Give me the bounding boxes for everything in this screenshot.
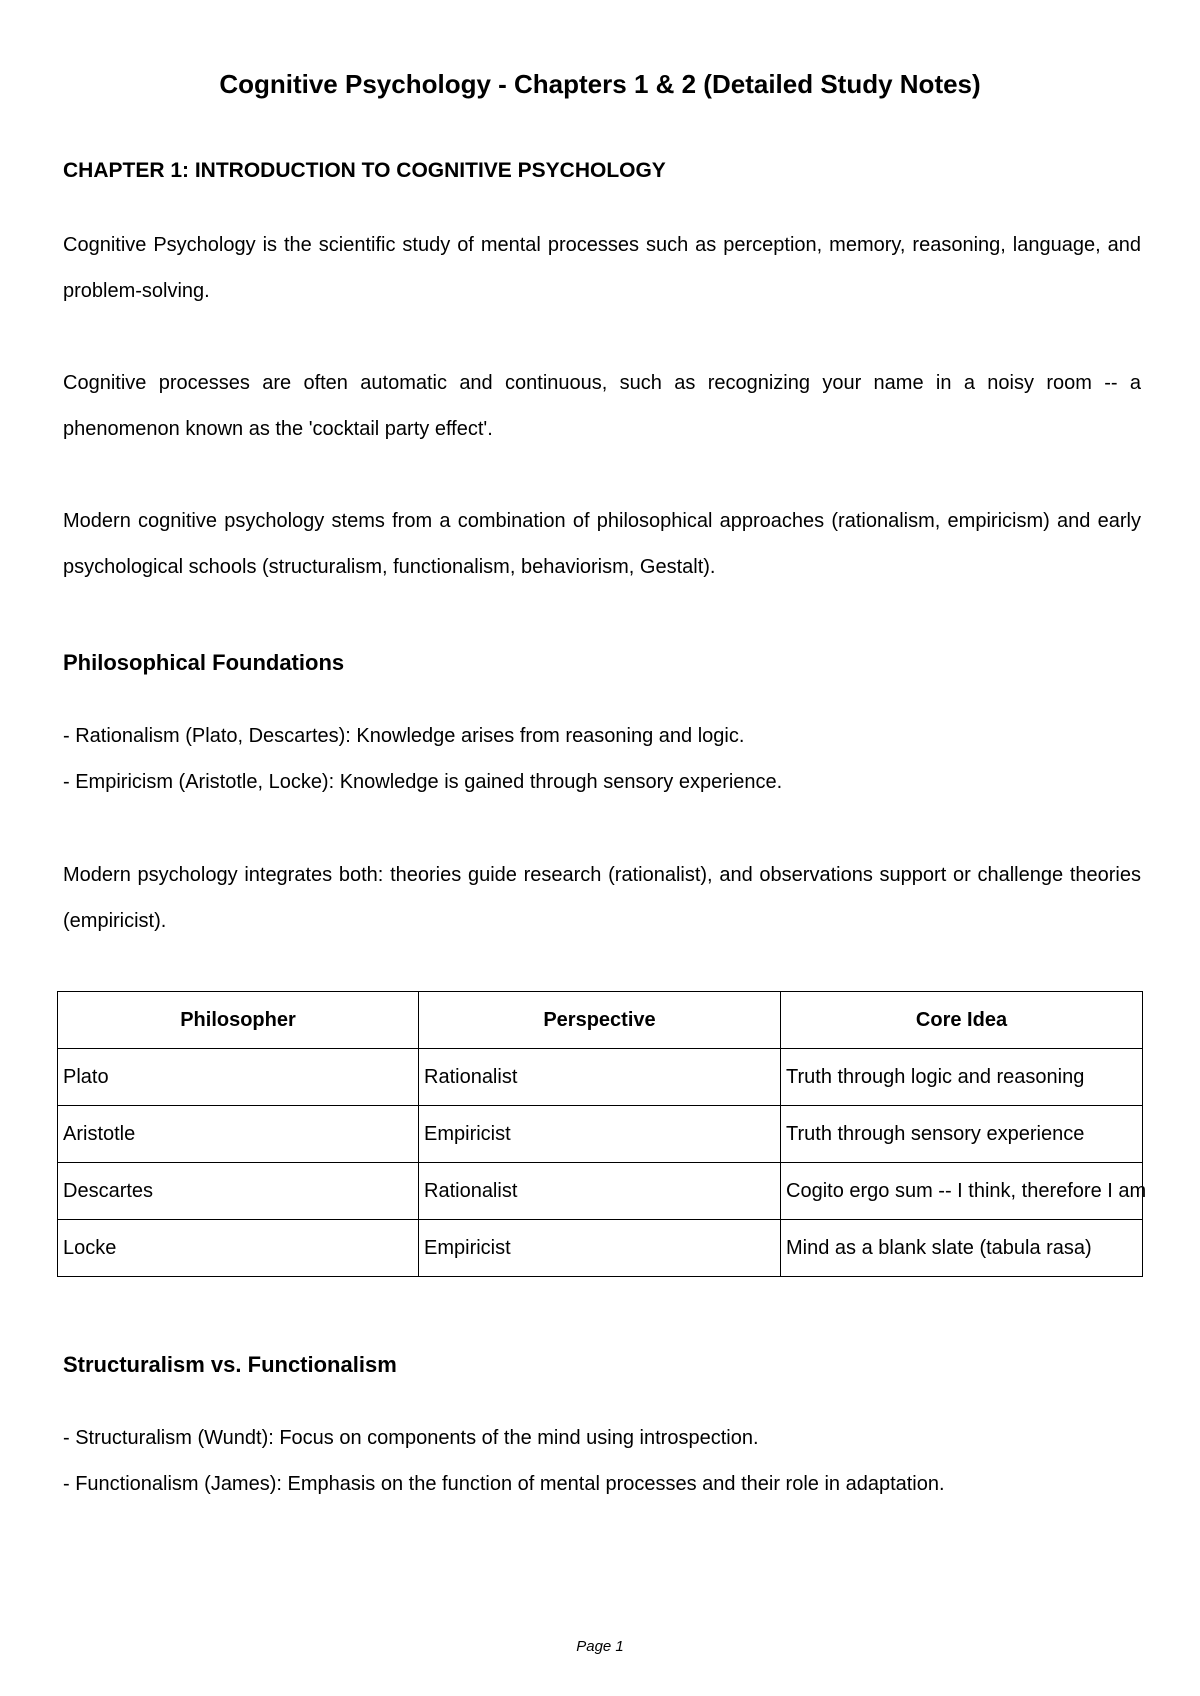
table-cell: Plato (58, 1049, 419, 1106)
table-row (58, 1163, 1143, 1220)
table-header-perspective: Perspective (419, 992, 781, 1049)
bullet-functionalism: - Functionalism (James): Emphasis on the function of mental processes and their role in adaptation. (63, 1473, 945, 1495)
origins-paragraph: Modern cognitive psychology stems from a combination of philosophical approaches (rationalism, empiricism) and early psychological schools (structuralism, functionalism, behaviorism, Gestalt). (63, 510, 1141, 578)
document-title: Cognitive Psychology - Chapters 1 & 2 (Detailed Study Notes) (219, 69, 981, 99)
table-row (58, 1049, 1143, 1106)
table-cell: Empiricist (419, 1106, 781, 1163)
table-cell: Mind as a blank slate (tabula rasa) (781, 1220, 1143, 1277)
section-heading-structuralism: Structuralism vs. Functionalism (63, 1352, 397, 1377)
table-header-philosopher: Philosopher (58, 992, 419, 1049)
table-cell: Aristotle (58, 1106, 419, 1163)
table-row (58, 1220, 1143, 1277)
bullet-structuralism: - Structuralism (Wundt): Focus on components of the mind using introspection. (63, 1427, 759, 1449)
table-cell: Locke (58, 1220, 419, 1277)
bullet-empiricism: - Empiricism (Aristotle, Locke): Knowledge is gained through sensory experience. (63, 771, 783, 793)
chapter-heading: CHAPTER 1: INTRODUCTION TO COGNITIVE PSYCHOLOGY (63, 159, 666, 182)
table-cell: Truth through logic and reasoning (781, 1049, 1143, 1106)
table-row (58, 1106, 1143, 1163)
intro-paragraph: Cognitive Psychology is the scientific study of mental processes such as perception, memory, reasoning, language, and problem-solving. (63, 234, 1141, 302)
table-cell: Truth through sensory experience (781, 1106, 1143, 1163)
table-cell: Rationalist (419, 1163, 781, 1220)
table-header-core-idea: Core Idea (781, 992, 1143, 1049)
section-heading-philosophical: Philosophical Foundations (63, 650, 345, 675)
cocktail-party-paragraph: Cognitive processes are often automatic and continuous, such as recognizing your name in a noisy room -- a phenomenon known as the 'cocktail party effect'. (63, 372, 1141, 440)
page-number: Page 1 (576, 1638, 624, 1655)
table-cell: Descartes (58, 1163, 419, 1220)
table-cell: Cogito ergo sum -- I think, therefore I am (781, 1163, 1143, 1220)
bullet-rationalism: - Rationalism (Plato, Descartes): Knowledge arises from reasoning and logic. (63, 725, 745, 747)
table-header-row (58, 992, 1143, 1049)
table-cell: Rationalist (419, 1049, 781, 1106)
philosophers-table (57, 991, 1147, 1277)
table-cell: Empiricist (419, 1220, 781, 1277)
integration-paragraph: Modern psychology integrates both: theories guide research (rationalist), and observations support or challenge theories (empiricist). (63, 864, 1141, 932)
